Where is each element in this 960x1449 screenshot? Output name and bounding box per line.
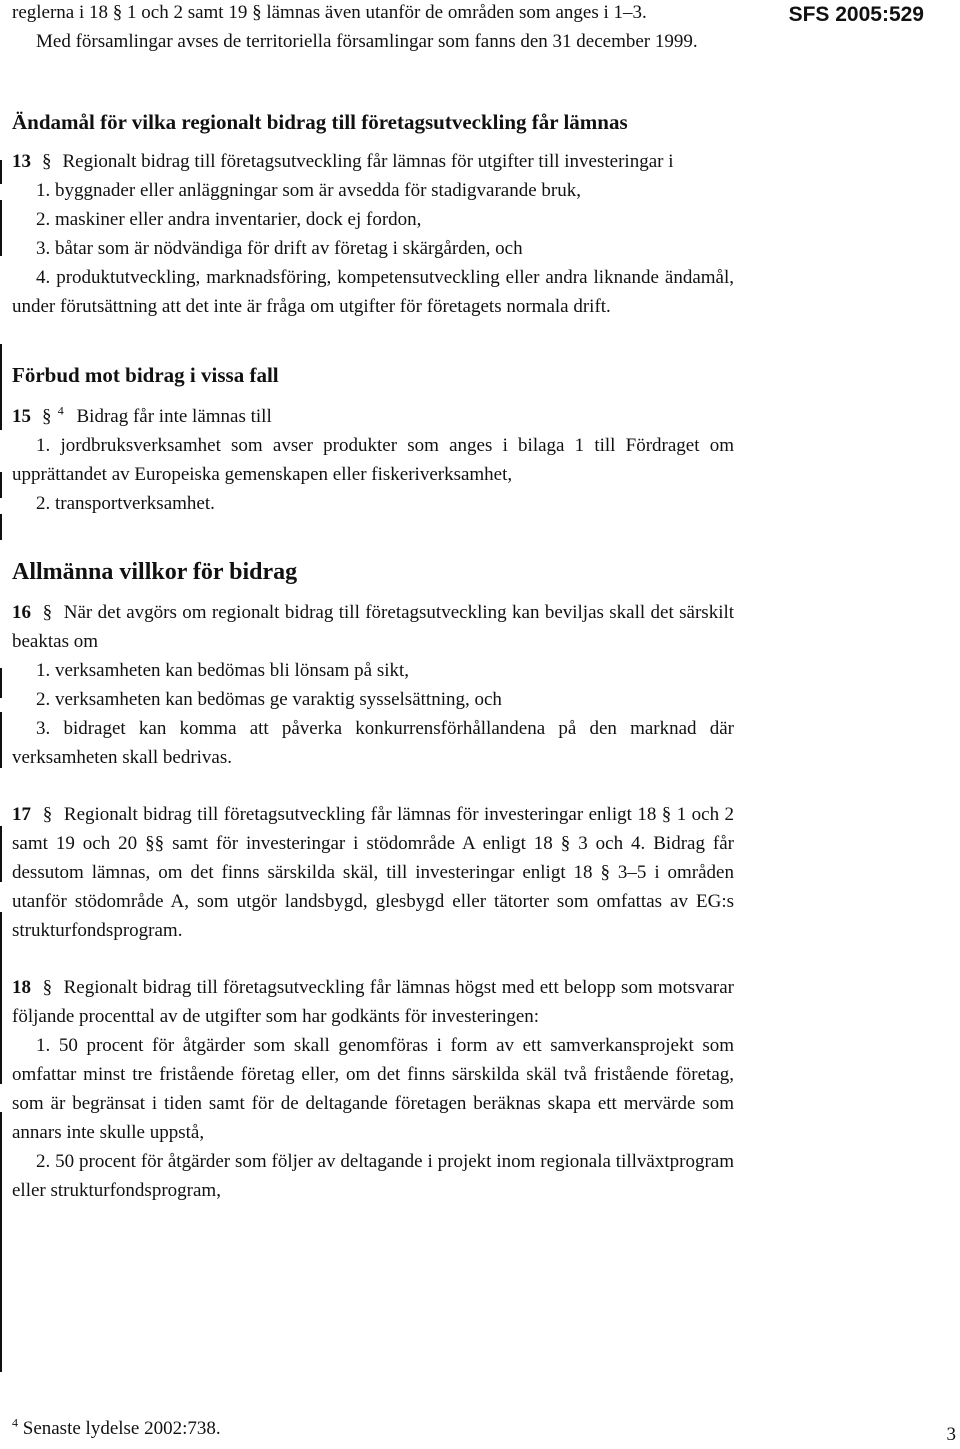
sfs-number: SFS 2005:529 xyxy=(788,3,924,26)
change-bar xyxy=(0,1112,2,1372)
list-item: 1. jordbruksverksamhet som avser produkter som anges i bilaga 1 till Fördraget om upprättandet av Europeiska gemenskapen eller fiskeriverksamhet, xyxy=(12,435,734,485)
section-heading: Allmänna villkor för bidrag xyxy=(12,559,298,585)
section-16-paragraph xyxy=(12,598,734,656)
section-text: När det avgörs om regionalt bidrag till företagsutveckling kan beviljas skall det särskilt beaktas om xyxy=(12,602,735,652)
footnote-reference: 4 xyxy=(57,403,64,418)
change-bar xyxy=(0,344,2,430)
section-18-paragraph xyxy=(12,973,734,1031)
change-bar xyxy=(0,472,2,498)
change-bar xyxy=(0,668,2,698)
list-item: 2. transportverksamhet. xyxy=(36,493,215,514)
section-number: 18 xyxy=(12,977,31,998)
section-15-paragraph xyxy=(12,402,734,431)
paragraph-symbol: § xyxy=(42,406,52,427)
footnote-text: Senaste lydelse 2002:738. xyxy=(22,1418,221,1439)
list-item: 3. bidraget kan komma att påverka konkurrensförhållandena på den marknad där verksamheten skall bedrivas. xyxy=(12,718,734,768)
list-item: 2. 50 procent för åtgärder som följer av deltagande i projekt inom regionala tillväxtprogram eller strukturfondsprogram, xyxy=(12,1151,734,1201)
section-heading: Ändamål för vilka regionalt bidrag till företagsutveckling får lämnas xyxy=(12,110,628,134)
change-bar xyxy=(0,160,2,184)
list-item: 3. båtar som är nödvändiga för drift av företag i skärgården, och xyxy=(36,238,523,259)
section-number: 15 xyxy=(12,406,31,427)
list-item: 1. 50 procent för åtgärder som skall genomföras i form av ett samverkansprojekt som omfattar minst tre fristående företag eller, om det finns särskilda skäl två fristående företag, som är begränsat i tiden samt för de deltagande företagen beräknas skapa ett mervärde som annars inte skulle uppstå, xyxy=(12,1035,734,1143)
section-number: 17 xyxy=(12,804,31,825)
change-bar xyxy=(0,712,2,768)
footnote xyxy=(12,1414,612,1443)
change-bar xyxy=(0,514,2,540)
change-bar xyxy=(0,826,2,882)
intro-paragraph: reglerna i 18 § 1 och 2 samt 19 § lämnas även utanför de områden som anges i 1–3. xyxy=(12,2,647,23)
section-number: 16 xyxy=(12,602,31,623)
section-heading: Förbud mot bidrag i vissa fall xyxy=(12,363,279,387)
intro-paragraph: Med församlingar avses de territoriella församlingar som fanns den 31 december 1999. xyxy=(36,31,698,52)
section-17-paragraph xyxy=(12,800,734,945)
list-item: 1. verksamheten kan bedömas bli lönsam på sikt, xyxy=(36,660,410,681)
footnote-number: 4 xyxy=(12,1415,18,1430)
paragraph-symbol: § xyxy=(42,804,53,825)
change-bar xyxy=(0,200,2,256)
change-bar xyxy=(0,912,2,1084)
section-text: Regionalt bidrag till företagsutveckling får lämnas för utgifter till investeringar i xyxy=(62,151,674,172)
list-item: 1. byggnader eller anläggningar som är avsedda för stadigvarande bruk, xyxy=(36,180,581,201)
section-number: 13 xyxy=(12,151,31,172)
paragraph-symbol: § xyxy=(42,151,52,172)
page-number: 3 xyxy=(946,1424,956,1445)
paragraph-symbol: § xyxy=(42,977,53,998)
section-text: Bidrag får inte lämnas till xyxy=(76,406,272,427)
main-text-column xyxy=(12,0,734,1205)
list-item: 4. produktutveckling, marknadsföring, kompetensutveckling eller andra liknande ändamål, under förutsättning att det inte är fråga om utgifter för företagets normala drift. xyxy=(12,267,734,317)
list-item: 2. maskiner eller andra inventarier, dock ej fordon, xyxy=(36,209,422,230)
section-text: Regionalt bidrag till företagsutveckling får lämnas för investeringar enligt 18 § 1 och 2 samt 19 och 20 §§ samt för investeringar i stödområde A enligt 18 § 3 och 4. Bidrag får dessutom lämnas, om det finns särskilda skäl, till investeringar enligt 18 § 3–5 i områden utanför stödområde A, som utgör landsbygd, glesbygd eller tätorter som omfattas av EG:s strukturfondsprogram. xyxy=(12,804,735,941)
section-13-paragraph xyxy=(12,147,734,176)
paragraph-symbol: § xyxy=(42,602,53,623)
list-item: 2. verksamheten kan bedömas ge varaktig sysselsättning, och xyxy=(36,689,502,710)
section-text: Regionalt bidrag till företagsutveckling får lämnas högst med ett belopp som motsvarar följande procenttal av de utgifter som har godkänts för investeringen: xyxy=(12,977,735,1027)
